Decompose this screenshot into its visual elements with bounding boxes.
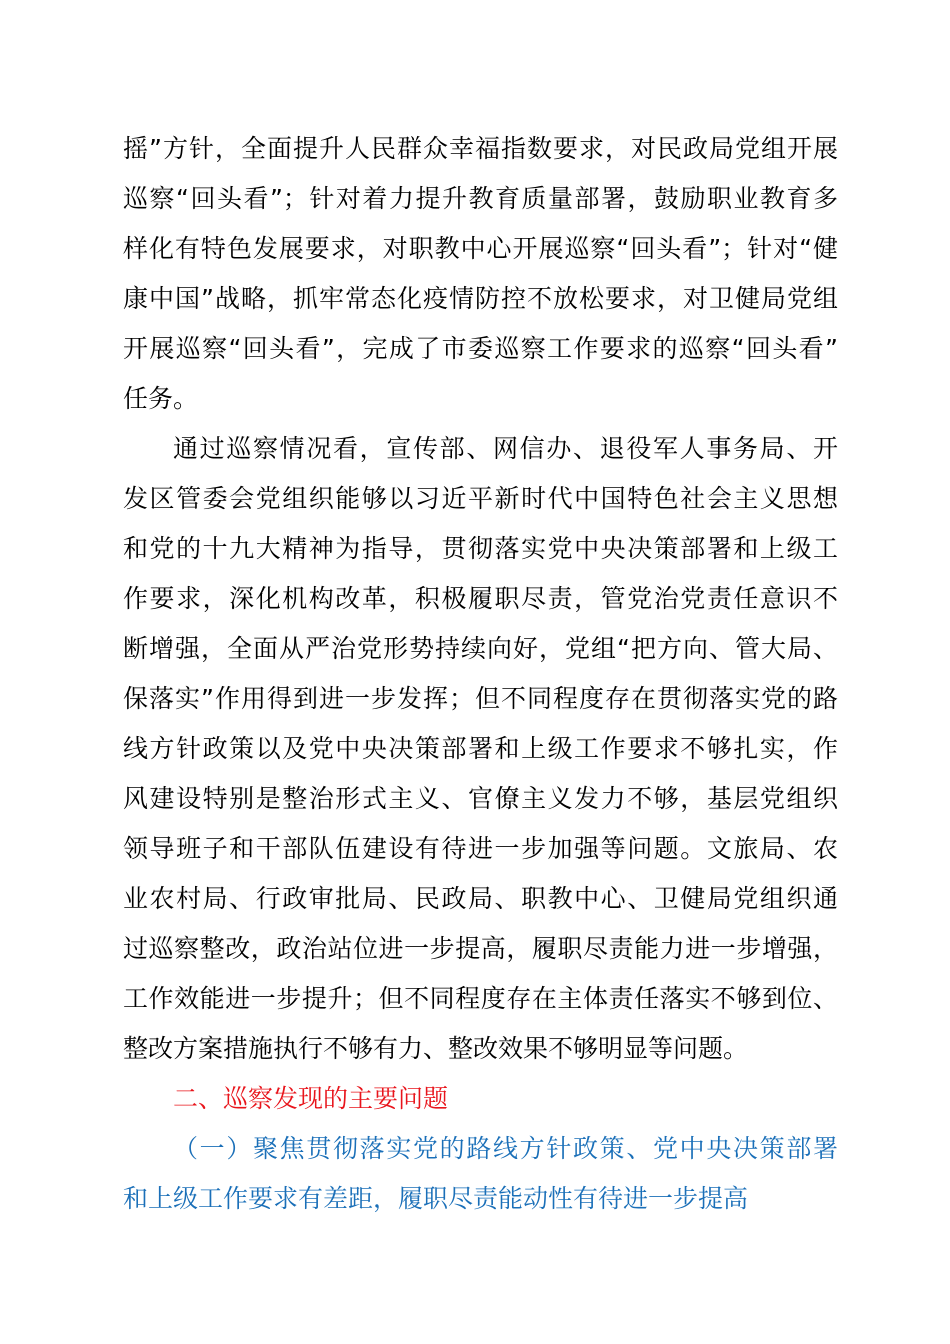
text-line: 风建设特别是整治形式主义、官僚主义发力不够，基层党组织 (123, 784, 838, 813)
text-line: 领导班子和干部队伍建设有待进一步加强等问题。文旅局、农 (123, 834, 838, 863)
text-line: 作要求，深化机构改革，积极履职尽责，管党治党责任意识不 (123, 584, 838, 613)
text-line: 线方针政策以及党中央决策部署和上级工作要求不够扎实，作 (123, 734, 838, 763)
text-line: 任务。 (123, 384, 199, 413)
text-line: 整改方案措施执行不够有力、整改效果不够明显等问题。 (123, 1034, 749, 1063)
text-line: 康中国”战略，抓牢常态化疫情防控不放松要求，对卫健局党组 (123, 284, 838, 313)
text-line: 保落实”作用得到进一步发挥；但不同程度存在贯彻落实党的路 (123, 684, 838, 713)
paragraph-continuation (123, 124, 838, 424)
text-line: 巡察“回头看”；针对着力提升教育质量部署，鼓励职业教育多 (123, 184, 838, 213)
document-body (123, 124, 838, 1224)
text-line: 摇”方针，全面提升人民群众幸福指数要求，对民政局党组开展 (123, 134, 838, 163)
text-line: 通过巡察情况看，宣传部、网信办、退役军人事务局、开 (173, 434, 838, 463)
text-line: 发区管委会党组织能够以习近平新时代中国特色社会主义思想 (123, 484, 838, 513)
text-line: 工作效能进一步提升；但不同程度存在主体责任落实不够到位、 (123, 984, 838, 1013)
subsection-heading (123, 1124, 838, 1224)
paragraph-inspection-summary (123, 424, 838, 1074)
section-heading: 二、巡察发现的主要问题 (173, 1084, 449, 1113)
text-line: 和党的十九大精神为指导，贯彻落实党中央决策部署和上级工 (123, 534, 838, 563)
text-line: 开展巡察“回头看”，完成了市委巡察工作要求的巡察“回头看” (123, 334, 838, 363)
text-line: 业农村局、行政审批局、民政局、职教中心、卫健局党组织通 (123, 884, 838, 913)
text-line: 样化有特色发展要求，对职教中心开展巡察“回头看”；针对“健 (123, 234, 838, 263)
text-line: 断增强，全面从严治党形势持续向好，党组“把方向、管大局、 (123, 634, 838, 663)
text-line: 过巡察整改，政治站位进一步提高，履职尽责能力进一步增强， (123, 934, 838, 963)
text-line: （一）聚焦贯彻落实党的路线方针政策、党中央决策部署 (173, 1134, 838, 1163)
text-line: 和上级工作要求有差距，履职尽责能动性有待进一步提高 (123, 1184, 749, 1213)
